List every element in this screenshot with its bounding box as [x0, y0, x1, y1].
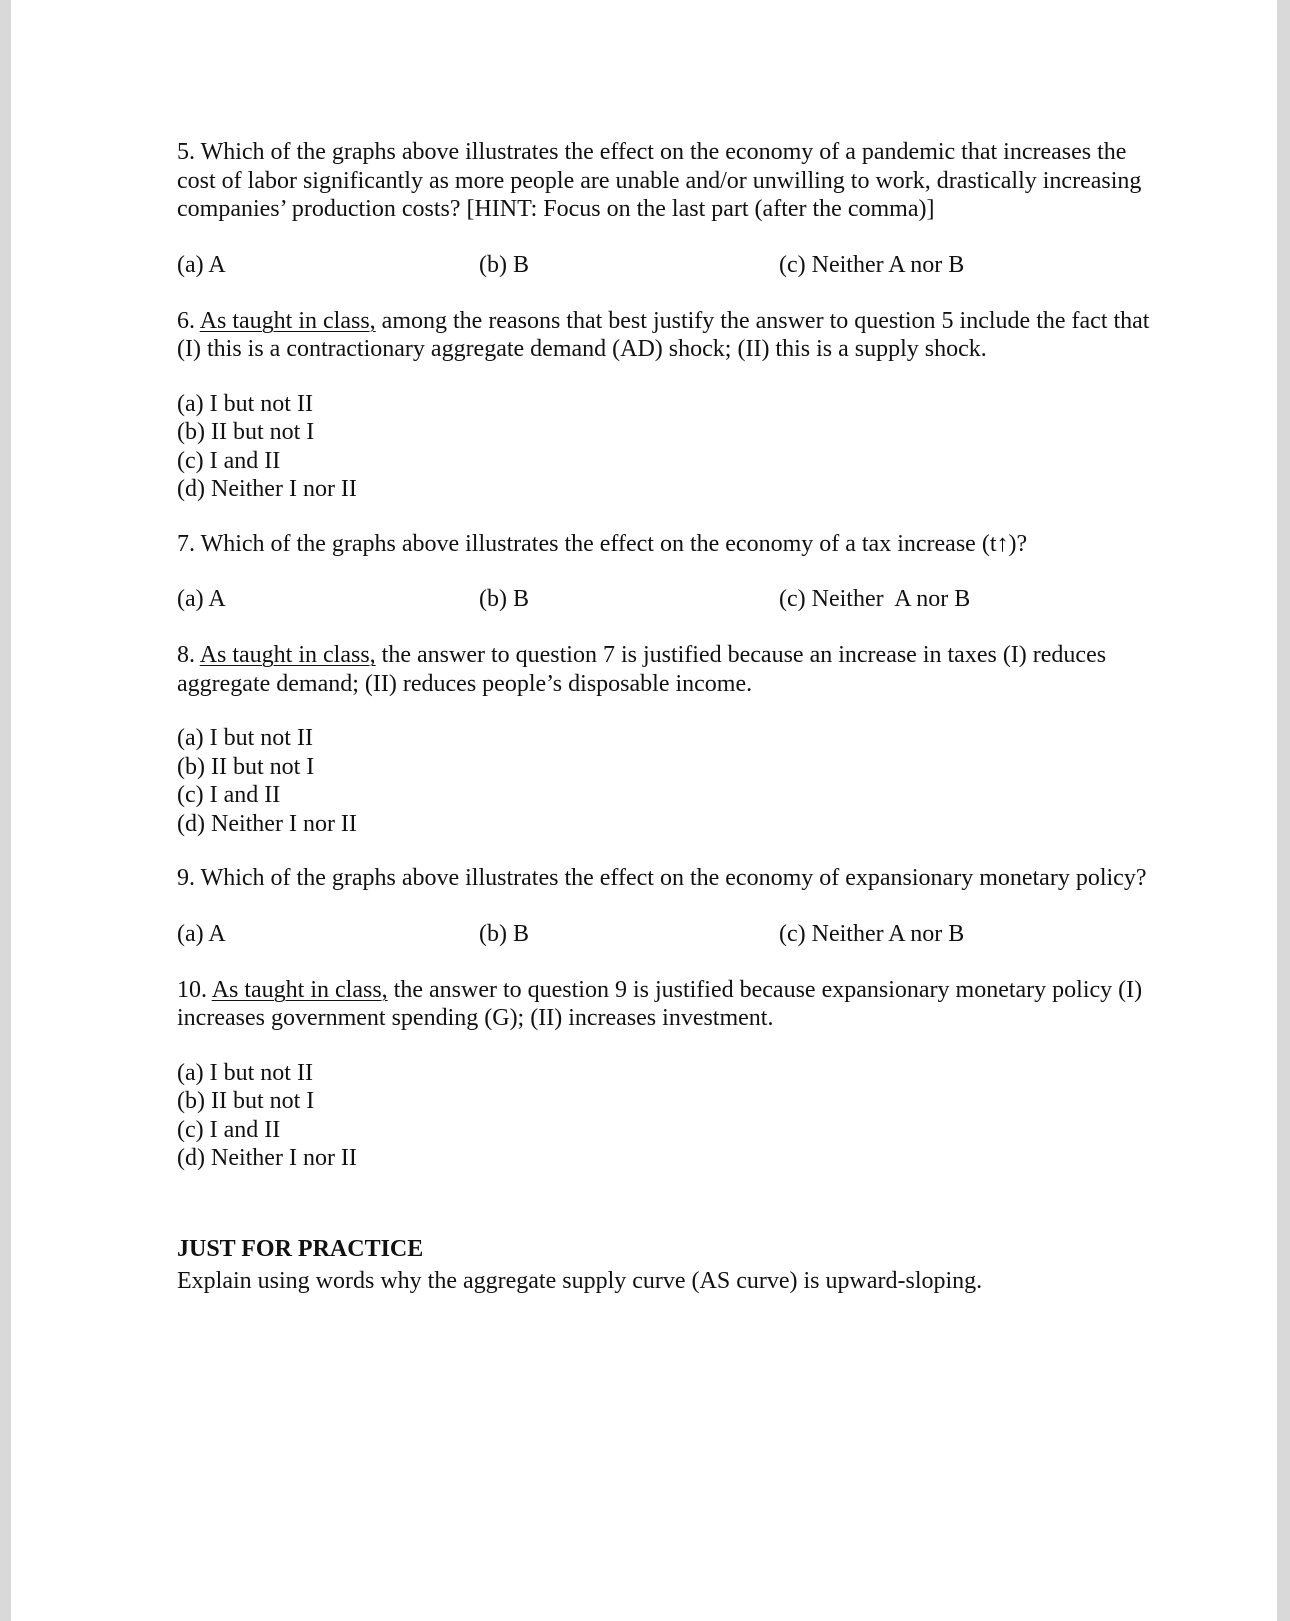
- question-8-text: [177, 641, 1157, 698]
- question-8-emphasis: As taught in class,: [199, 642, 376, 668]
- document-page: [11, 0, 1277, 1621]
- question-8-body: the answer to question 7 is justified because an increase in taxes (I) reduces aggregate demand; (II) reduces people’s disposable income.: [177, 642, 1107, 697]
- question-7-options: [177, 585, 1157, 615]
- question-5-option-a: (a) A: [177, 251, 226, 278]
- question-6-option-c: (c) I and II: [177, 447, 281, 474]
- question-5-option-c: (c) Neither A nor B: [779, 251, 965, 278]
- question-6-emphasis: As taught in class,: [199, 307, 376, 334]
- question-10-option-b: (b) II but not I: [177, 1088, 315, 1114]
- question-9-option-c: (c) Neither A nor B: [779, 920, 965, 947]
- question-6-number: 6.: [177, 307, 200, 334]
- question-6-body: among the reasons that best justify the answer to question 5 include the fact that (I) this is a contractionary aggregate demand (AD) shock; (II) this is a supply shock.: [177, 307, 1150, 362]
- question-8-option-c: (c) I and II: [177, 782, 281, 808]
- question-6-text: [177, 307, 1157, 364]
- question-9-option-b: (b) B: [479, 920, 529, 947]
- question-5-option-b: (b) B: [479, 251, 529, 278]
- question-10-text: [177, 976, 1157, 1033]
- question-7-text: 7. Which of the graphs above illustrates the effect on the economy of a tax increase (t↑)?: [177, 530, 1028, 557]
- question-5-text: 5. Which of the graphs above illustrates the effect on the economy of a pandemic that increases the cost of labor significantly as more people are unable and/or unwilling to work, drastically increasing companies’ production costs? [HINT: Focus on the last part (after the comma)]: [177, 139, 1142, 222]
- question-6-option-d: (d) Neither I nor II: [177, 476, 357, 502]
- question-8-option-d: (d) Neither I nor II: [177, 810, 357, 837]
- question-9-text: 9. Which of the graphs above illustrates the effect on the economy of expansionary monetary policy?: [177, 865, 1147, 891]
- question-9-option-a: (a) A: [177, 920, 226, 947]
- question-6-option-a: (a) I but not II: [177, 390, 313, 417]
- question-7-option-c: (c) Neither A nor B: [779, 586, 971, 612]
- question-8-number: 8.: [177, 642, 200, 668]
- practice-prompt: Explain using words why the aggregate supply curve (AS curve) is upward-sloping.: [177, 1268, 983, 1294]
- question-7-option-a: (a) A: [177, 586, 226, 612]
- question-8-options: [177, 724, 1157, 838]
- question-8-option-b: (b) II but not I: [177, 753, 315, 780]
- question-10-option-a: (a) I but not II: [177, 1059, 313, 1086]
- question-8-option-a: (a) I but not II: [177, 725, 313, 751]
- question-10-emphasis: As taught in class,: [211, 976, 388, 1003]
- practice-heading: JUST FOR PRACTICE: [177, 1235, 424, 1262]
- question-9-options: [177, 920, 1157, 950]
- question-6-options: [177, 390, 1157, 504]
- question-6-option-b: (b) II but not I: [177, 419, 315, 445]
- question-10-options: [177, 1059, 1157, 1173]
- question-7-option-b: (b) B: [479, 586, 529, 612]
- page-content: [177, 138, 1157, 1296]
- question-10-body: the answer to question 9 is justified because expansionary monetary policy (I) increases government spending (G); (II) increases investment.: [177, 976, 1143, 1031]
- question-10-number: 10.: [177, 976, 212, 1003]
- question-5-options: [177, 251, 1157, 281]
- question-10-option-c: (c) I and II: [177, 1116, 281, 1143]
- question-10-option-d: (d) Neither I nor II: [177, 1145, 357, 1171]
